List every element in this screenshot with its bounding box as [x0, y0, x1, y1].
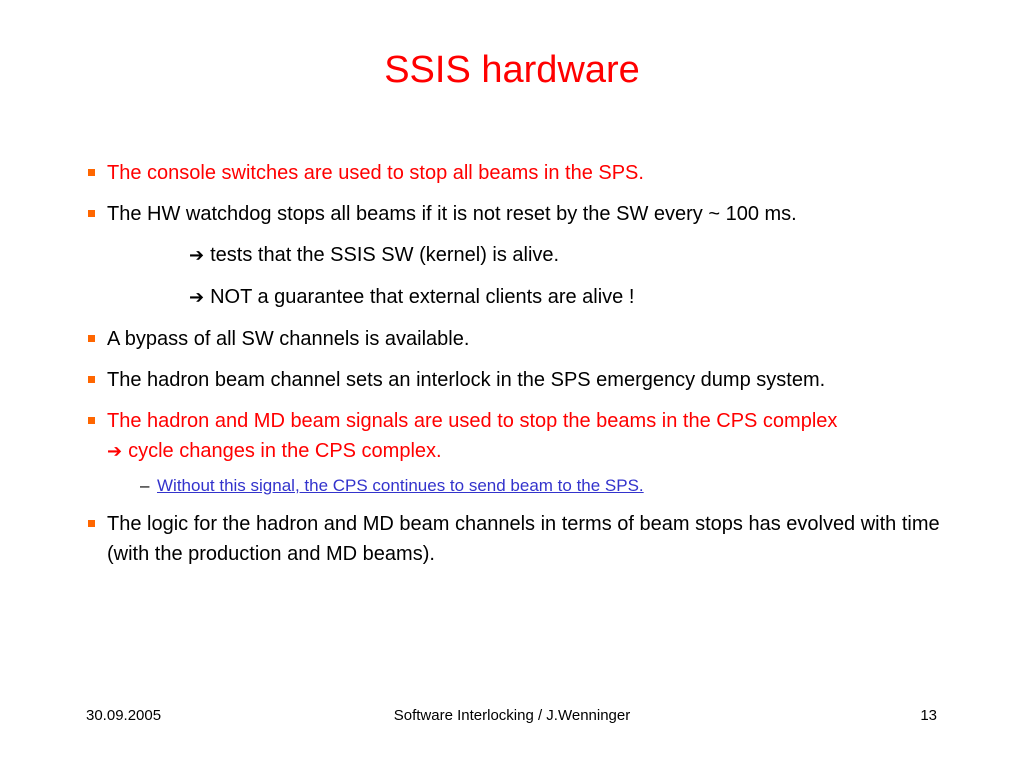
slide-title: SSIS hardware — [384, 49, 640, 91]
square-bullet-icon — [88, 335, 95, 342]
slide-content — [86, 158, 966, 580]
square-bullet-icon — [88, 169, 95, 176]
cps-link[interactable]: Without this signal, the CPS continues to send beam to the SPS. — [157, 476, 644, 495]
square-bullet-icon — [88, 376, 95, 383]
bullet-bypass — [86, 324, 966, 354]
square-bullet-icon — [88, 520, 95, 527]
arrow-right-icon: ➔ — [189, 245, 205, 266]
arrow-right-icon: ➔ — [107, 441, 123, 462]
dash-marker: – — [140, 476, 150, 495]
arrow-line-not-guarantee — [86, 282, 966, 313]
arrow-line-kernel-alive — [86, 240, 966, 271]
bullet-logic-evolved — [86, 509, 966, 569]
arrow-line-text: tests that the SSIS SW (kernel) is alive. — [210, 244, 560, 266]
bullet-text: The console switches are used to stop all beams in the SPS. — [107, 162, 644, 184]
bullet-hw-watchdog — [86, 199, 966, 229]
bullet-text: The hadron and MD beam signals are used to stop the beams in the CPS complex — [107, 410, 838, 432]
bullet-text: The HW watchdog stops all beams if it is not reset by the SW every ~ 100 ms. — [107, 203, 797, 225]
sub-bullet-cps-continues — [86, 473, 966, 499]
bullet-hadron-md-signals — [86, 406, 966, 467]
page-number: 13 — [920, 707, 937, 724]
bullet-text-line2: cycle changes in the CPS complex. — [128, 440, 442, 462]
bullet-text: The logic for the hadron and MD beam channels in terms of beam stops has evolved with time (with the production and MD beams). — [107, 513, 940, 565]
bullet-console-switches — [86, 158, 966, 188]
footer-date: 30.09.2005 — [86, 707, 162, 724]
footer-title: Software Interlocking / J.Wenninger — [393, 707, 631, 724]
square-bullet-icon — [88, 210, 95, 217]
bullet-text: The hadron beam channel sets an interlock in the SPS emergency dump system. — [107, 369, 826, 391]
arrow-right-icon: ➔ — [189, 287, 205, 308]
square-bullet-icon — [88, 417, 95, 424]
arrow-line-text: NOT a guarantee that external clients are alive ! — [210, 286, 635, 308]
bullet-text: A bypass of all SW channels is available. — [107, 328, 470, 350]
bullet-hadron-interlock — [86, 365, 966, 395]
